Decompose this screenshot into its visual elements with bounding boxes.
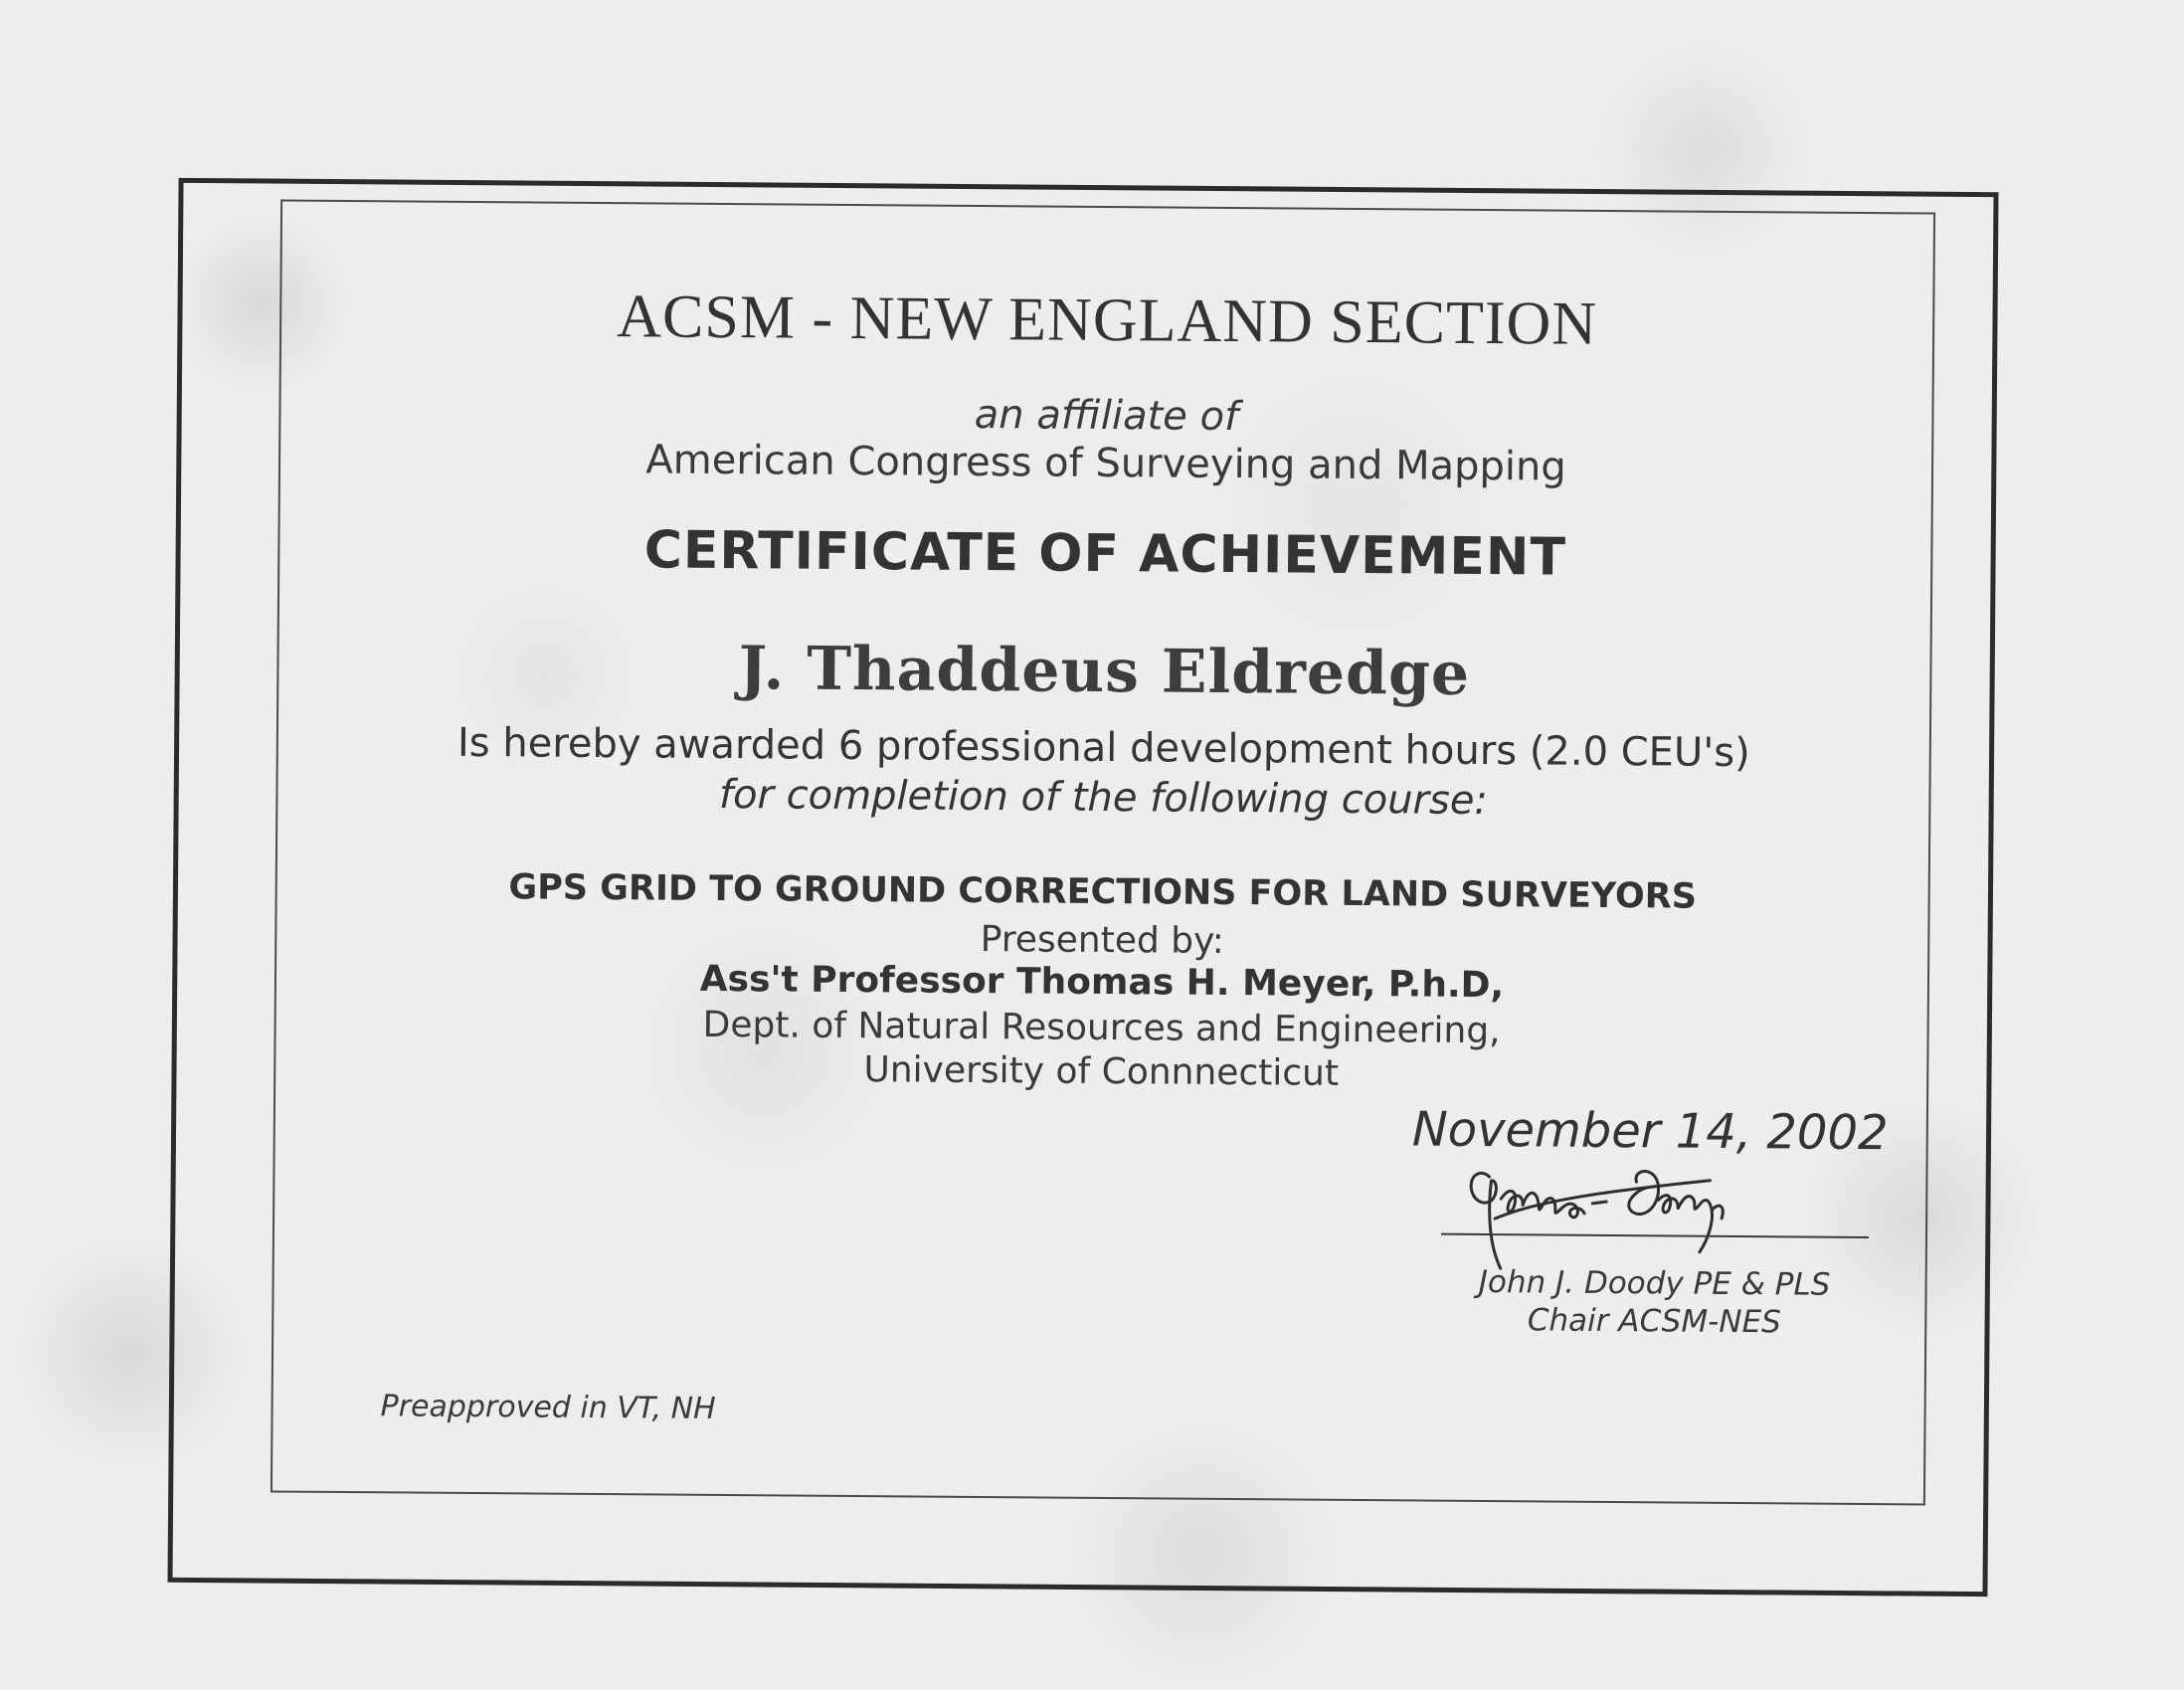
signer-title: Chair ACSM-NES [1527, 1302, 1781, 1341]
signer-name: John J. Doody PE & PLS [1478, 1263, 1831, 1303]
certificate-title: CERTIFICATE OF ACHIEVEMENT [643, 520, 1567, 588]
completion-text: for completion of the following course: [718, 771, 1489, 825]
presented-by-label: Presented by: [980, 919, 1225, 962]
handwritten-signature [1461, 1159, 1790, 1281]
preapproval-note: Preapproved in VT, NH [380, 1389, 716, 1426]
recipient-name: J. Thaddeus Eldredge [738, 634, 1471, 709]
course-title: GPS GRID TO GROUND CORRECTIONS FOR LAND SURVEYORS [508, 867, 1698, 917]
presenter-department: Dept. of Natural Resources and Engineering, [702, 1004, 1501, 1052]
organization-title: ACSM - NEW ENGLAND SECTION [617, 282, 1598, 358]
presenter-name: Ass't Professor Thomas H. Meyer, P.h.D, [699, 958, 1505, 1007]
award-text: Is hereby awarded 6 professional development hours (2.0 CEU's) [456, 719, 1750, 777]
signer-block [1440, 1263, 1869, 1342]
presenter-university: University of Connnecticut [863, 1049, 1340, 1094]
certificate [271, 199, 1935, 1505]
affiliate-name: American Congress of Surveying and Mapping [645, 437, 1566, 490]
affiliate-intro: an affiliate of [974, 391, 1239, 441]
award-date: November 14, 2002 [1411, 1101, 1889, 1162]
